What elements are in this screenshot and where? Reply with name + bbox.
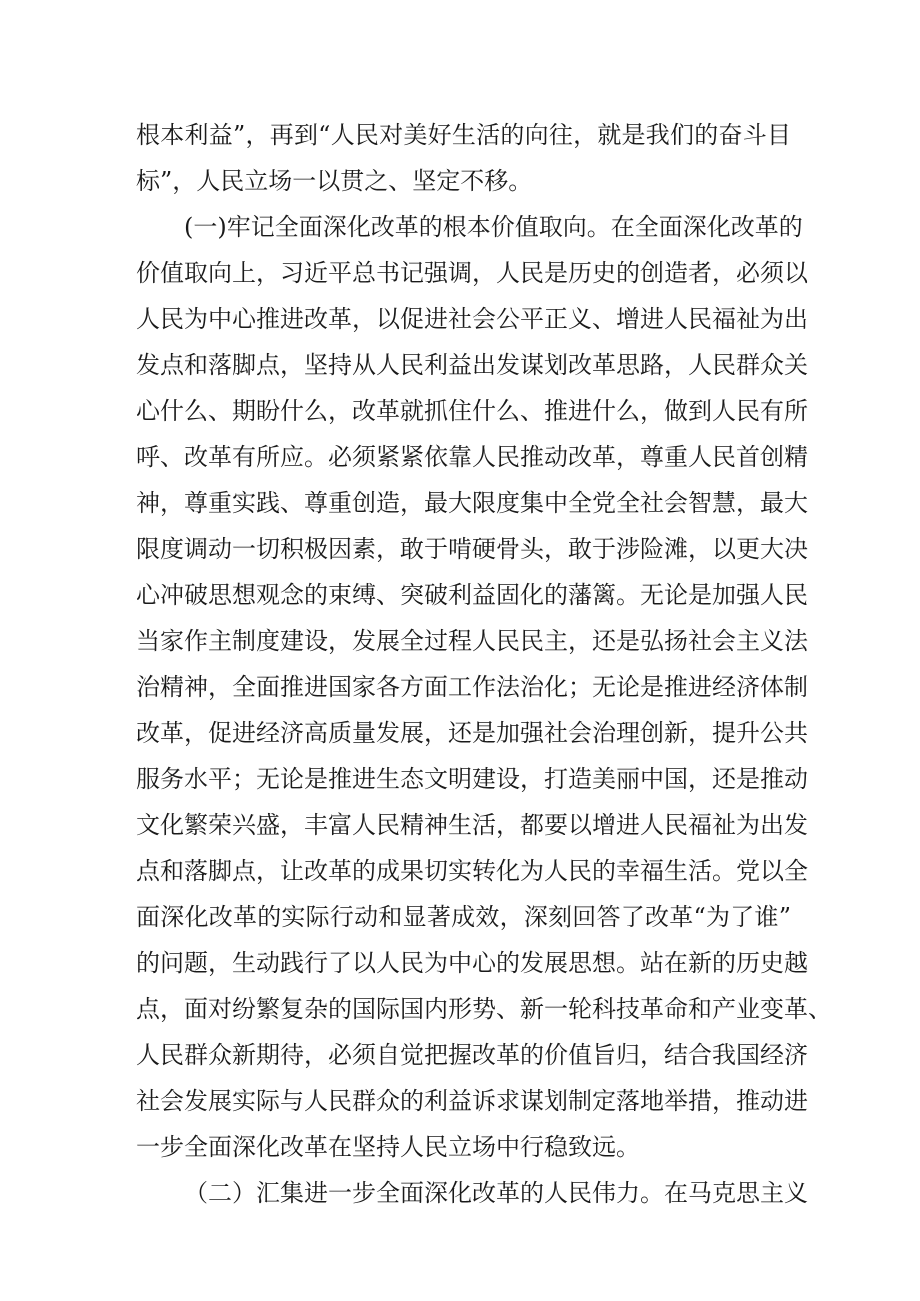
- text-line: 服务水平；无论是推进生态文明建设，打造美丽中国，还是推动: [136, 765, 808, 793]
- text-line: 面深化改革的实际行动和显著成效，深刻回答了改革“为了谁”: [136, 903, 791, 931]
- document-body: [136, 112, 832, 1216]
- text-line: 改革，促进经济高质量发展，还是加强社会治理创新，提升公共: [136, 719, 808, 747]
- text-line: 根本利益”，再到“人民对美好生活的向往，就是我们的奋斗目: [136, 121, 791, 149]
- text-line: 的问题，生动践行了以人民为中心的发展思想。站在新的历史越: [136, 949, 808, 977]
- text-line: 当家作主制度建设，发展全过程人民民主，还是弘扬社会主义法: [136, 627, 808, 655]
- text-line: 文化繁荣兴盛，丰富人民精神生活，都要以增进人民福祉为出发: [136, 811, 808, 839]
- text-line: (一)牢记全面深化改革的根本价值取向。在全面深化改革的: [184, 213, 803, 241]
- text-line: 神，尊重实践、尊重创造，最大限度集中全党全社会智慧，最大: [136, 489, 808, 517]
- text-line: 治精神，全面推进国家各方面工作法治化；无论是推进经济体制: [136, 673, 808, 701]
- text-line: 发点和落脚点，坚持从人民利益出发谋划改革思路，人民群众关: [136, 351, 808, 379]
- text-line: 社会发展实际与人民群众的利益诉求谋划制定落地举措，推动进: [136, 1087, 808, 1115]
- text-line: 限度调动一切积极因素，敢于啃硬骨头，敢于涉险滩，以更大决: [136, 535, 808, 563]
- text-line: 人民群众新期待，必须自觉把握改革的价值旨归，结合我国经济: [136, 1041, 808, 1069]
- text-line: 一步全面深化改革在坚持人民立场中行稳致远。: [136, 1133, 640, 1161]
- text-line: 呼、改革有所应。必须紧紧依靠人民推动改革，尊重人民首创精: [136, 443, 808, 471]
- text-line: 点和落脚点，让改革的成果切实转化为人民的幸福生活。党以全: [136, 857, 808, 885]
- text-line: 标”，人民立场一以贯之、坚定不移。: [136, 167, 533, 195]
- text-line: 心冲破思想观念的束缚、突破利益固化的藩篱。无论是加强人民: [136, 581, 808, 609]
- text-line: （二）汇集进一步全面深化改革的人民伟力。在马克思主义: [184, 1179, 808, 1207]
- text-line: 人民为中心推进改革，以促进社会公平正义、增进人民福祉为出: [136, 305, 808, 333]
- text-line: 心什么、期盼什么，改革就抓住什么、推进什么，做到人民有所: [136, 397, 808, 425]
- text-line: 点，面对纷繁复杂的国际国内形势、新一轮科技革命和产业变革、: [136, 995, 832, 1023]
- text-line: 价值取向上，习近平总书记强调，人民是历史的创造者，必须以: [136, 259, 808, 287]
